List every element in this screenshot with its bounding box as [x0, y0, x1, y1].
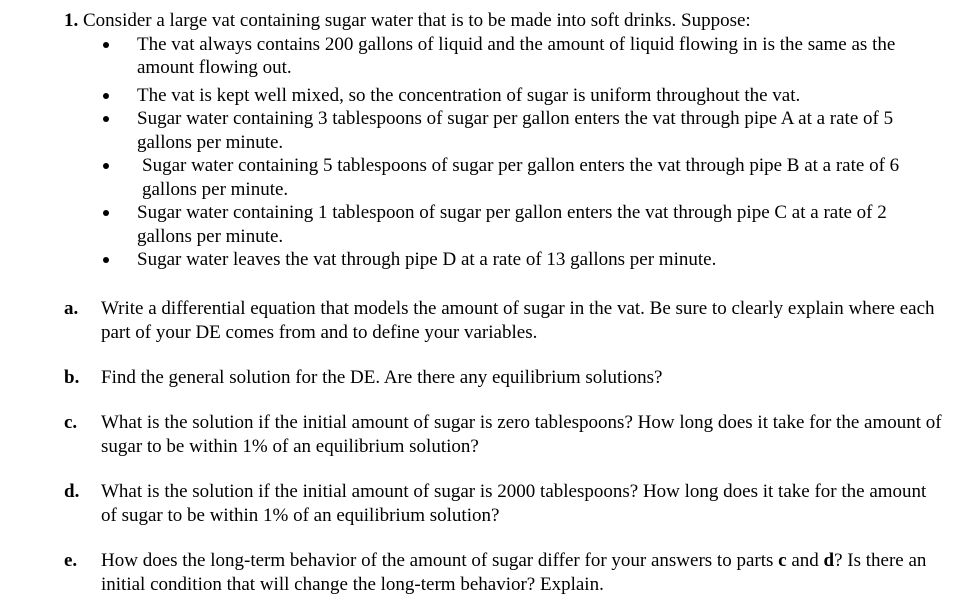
problem-1 — [64, 9, 944, 272]
bullet-icon — [103, 210, 109, 216]
assumption-text: Sugar water containing 5 tablespoons of sugar per gallon enters the vat through pipe B at a rate of 6 gallons per minute. — [142, 155, 900, 200]
part-e — [64, 549, 944, 596]
part-text: Find the general solution for the DE. Are there any equilibrium solutions? — [101, 367, 663, 388]
problem-intro: Consider a large vat containing sugar water that is to be made into soft drinks. Suppose: — [83, 10, 751, 31]
assumption-list — [64, 33, 944, 272]
part-text-segment: and — [786, 550, 824, 571]
part-text: What is the solution if the initial amount of sugar is zero tablespoons? How long does it take for the amount of sugar to be within 1% of an equilibrium solution? — [101, 412, 942, 457]
assumption-text: The vat is kept well mixed, so the concentration of sugar is uniform throughout the vat. — [137, 84, 801, 106]
assumption-text: Sugar water containing 3 tablespoons of sugar per gallon enters the vat through pipe A at a rate of 5 gallons per minute. — [137, 108, 894, 153]
problem-heading — [64, 9, 944, 33]
bullet-icon — [103, 257, 109, 263]
assumption-item — [64, 201, 944, 248]
bullet-icon — [103, 42, 109, 48]
bullet-icon — [103, 163, 109, 169]
assumption-item — [64, 154, 944, 201]
assumption-item — [64, 248, 944, 272]
problem-number: 1. — [64, 10, 79, 31]
assumption-item — [64, 33, 944, 80]
part-a — [64, 297, 944, 344]
assumption-text: Sugar water leaves the vat through pipe D at a rate of 13 gallons per minute. — [137, 249, 717, 270]
bullet-icon — [103, 93, 109, 99]
part-text — [101, 549, 944, 596]
part-d — [64, 480, 944, 527]
part-text: What is the solution if the initial amount of sugar is 2000 tablespoons? How long does it take for the amount of sugar to be within 1% of an equilibrium solution? — [101, 481, 927, 526]
assumption-text: Sugar water containing 1 tablespoon of sugar per gallon enters the vat through pipe C at a rate of 2 gallons per minute. — [137, 202, 887, 247]
part-letter: e. — [64, 550, 78, 571]
assumption-item — [64, 107, 944, 154]
part-ref-d: d — [823, 550, 835, 571]
part-c — [64, 411, 944, 458]
part-b — [64, 366, 944, 390]
part-text: Write a differential equation that models the amount of sugar in the vat. Be sure to clearly explain where each part of your DE comes from and to define your variables. — [101, 298, 935, 343]
part-ref-c: c — [778, 550, 787, 571]
part-letter: b. — [64, 367, 80, 388]
part-letter: a. — [64, 298, 79, 319]
part-text-segment: ? Is there an initial condition that will change the long-term behavior? Explain. — [101, 550, 927, 595]
part-letter: d. — [64, 481, 80, 502]
assumption-text: The vat always contains 200 gallons of liquid and the amount of liquid flowing in is the same as the amount flowing out. — [137, 33, 896, 78]
part-text-segment: How does the long-term behavior of the amount of sugar differ for your answers to parts — [101, 550, 779, 571]
part-letter: c. — [64, 412, 78, 433]
bullet-icon — [103, 116, 109, 122]
assumption-item — [64, 84, 944, 108]
